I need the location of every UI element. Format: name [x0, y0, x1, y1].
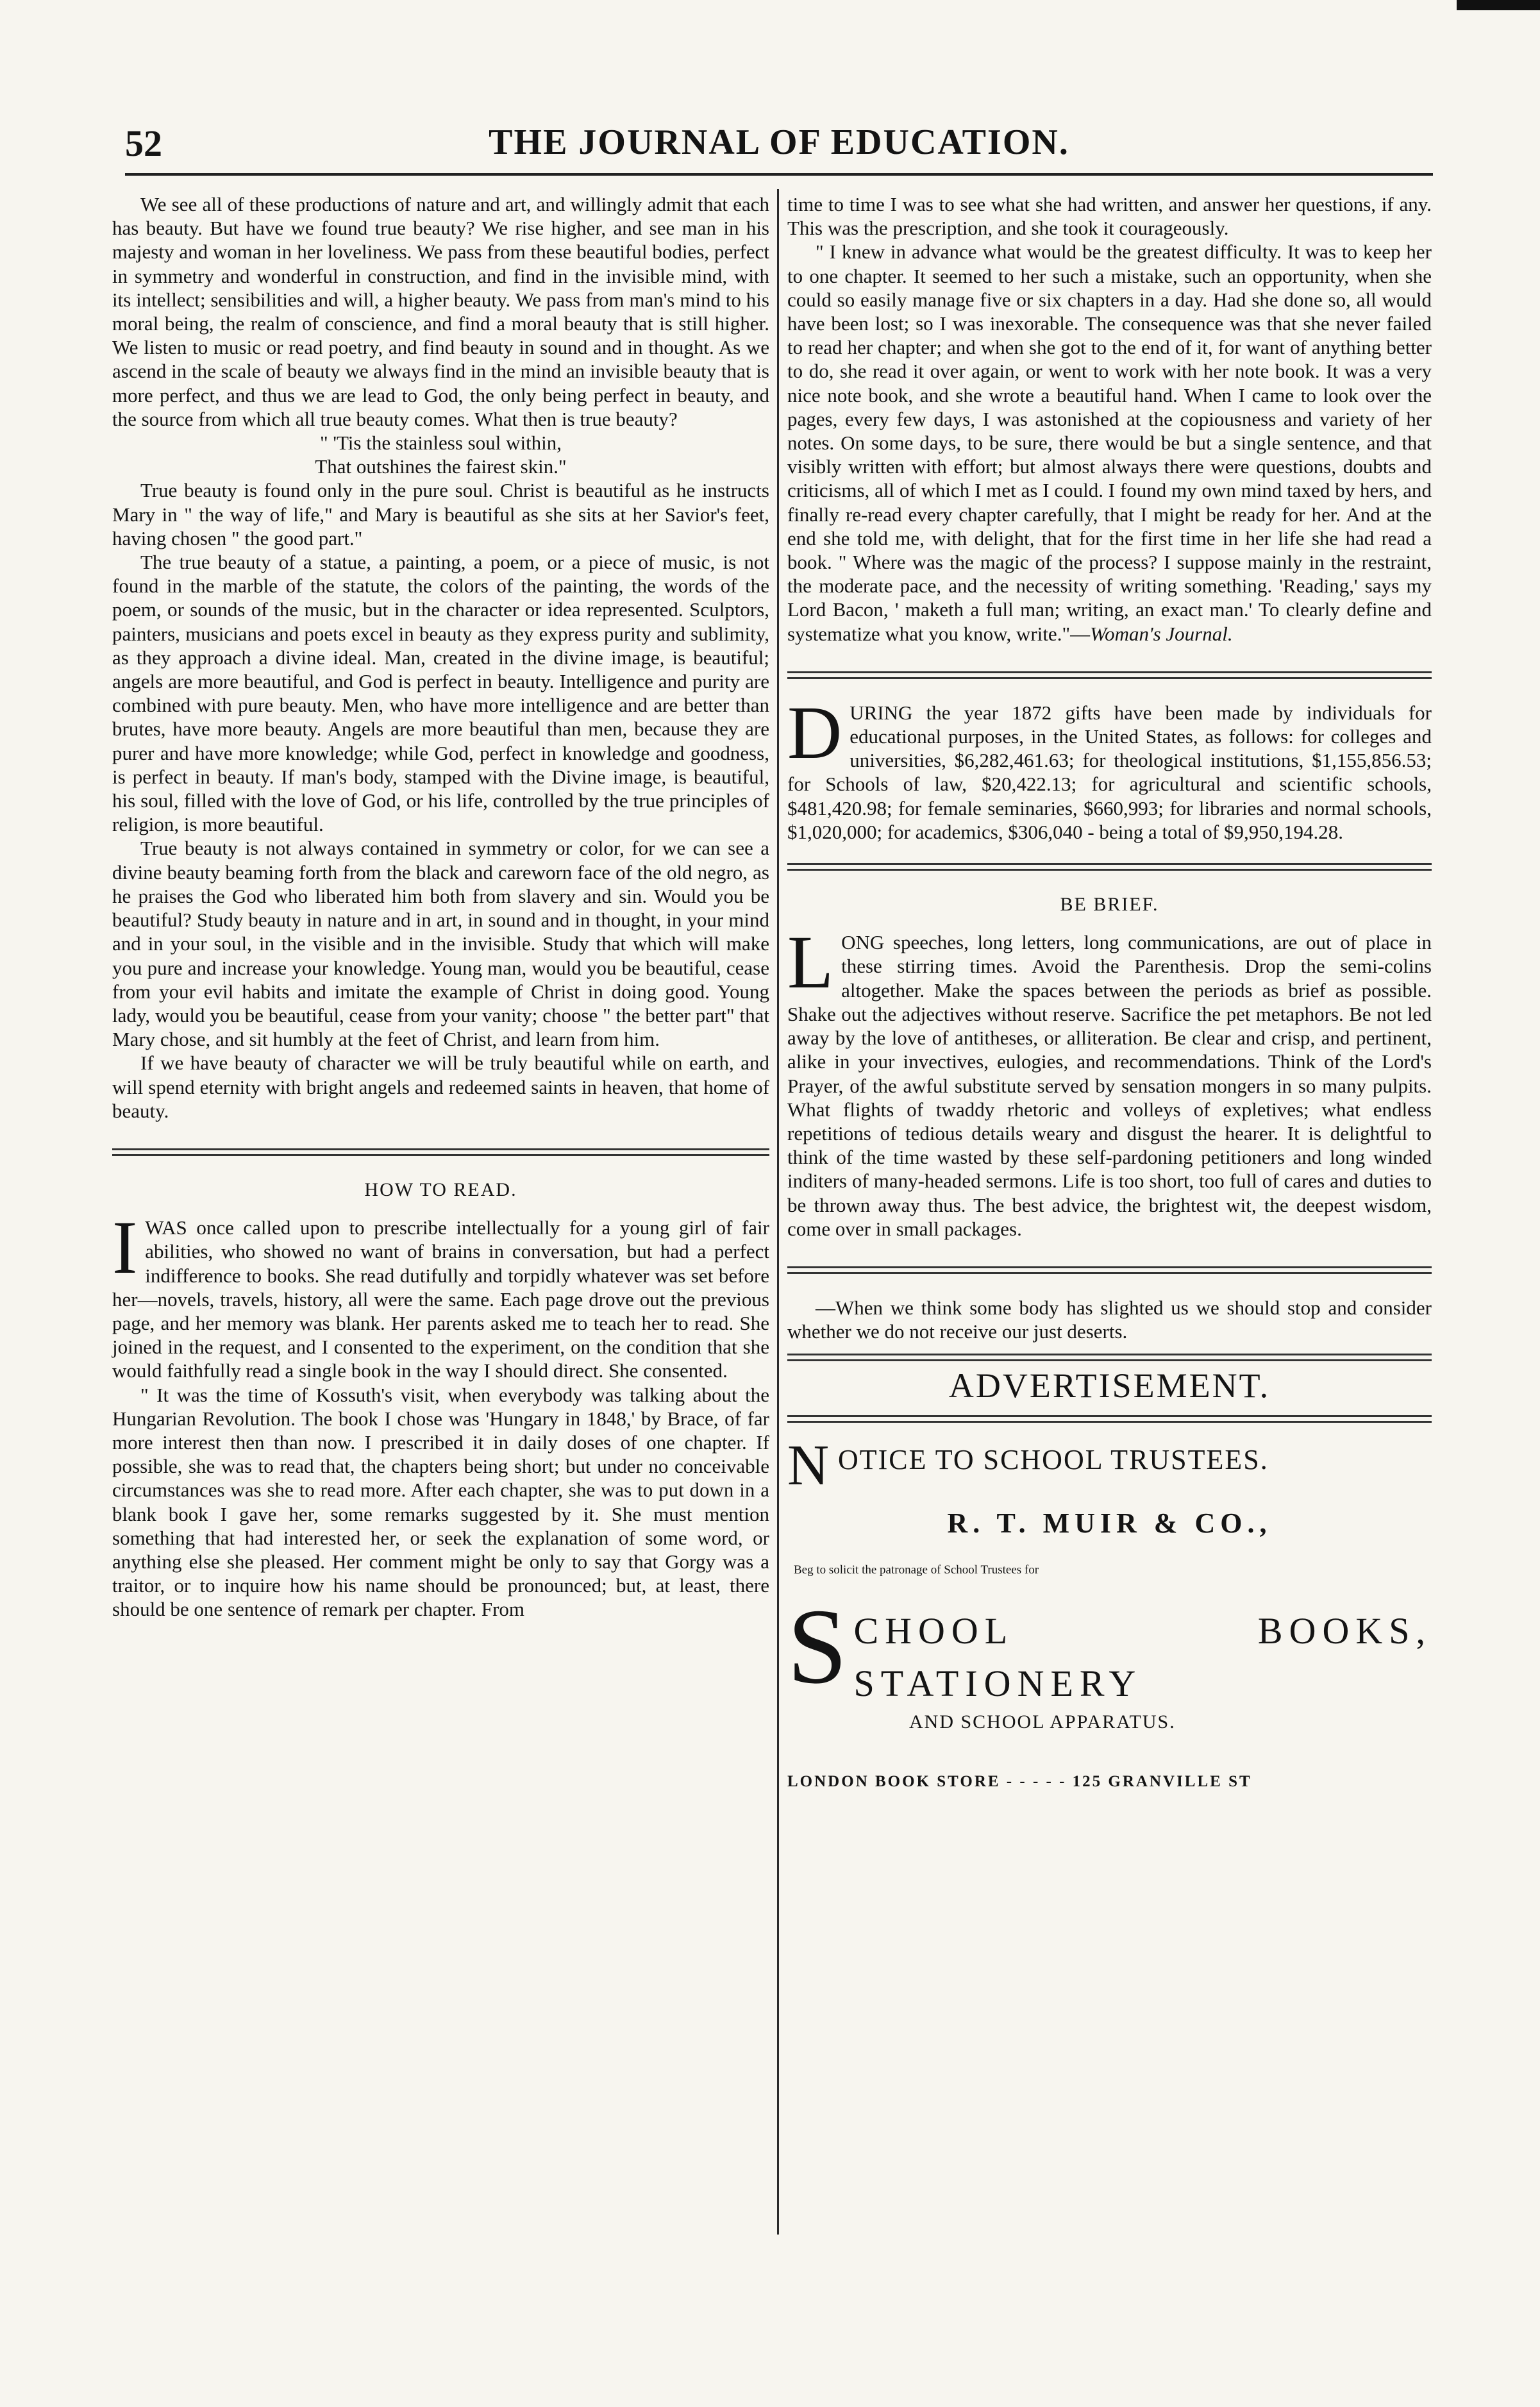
how-to-read-lead-text: WAS once called upon to prescribe intellectually for a young girl of fair abilities, who showed no want of brains in conversation, but had a perfect indifference to books. She read dutifully and torpidly whatever was set before her—novels, travels, history, all were the same. Each page drove out the previous page, and her memory was blank. Her parents asked me to teach her to read. She joined in the request, and I consented to the experiment, on the condition that she would faithfully read a single book in the way I should direct. She consented. [112, 1216, 769, 1382]
drop-cap: D [787, 690, 842, 775]
verse-line-2: That outshines the fairest skin." [315, 455, 567, 478]
be-brief-text: ONG speeches, long letters, long communications, are out of place in these stirring times. Avoid the Parenthesis. Drop the semi-colins altogether. Make the spaces between the periods as brief as possible. Shake out the adjectives without reserve. Sacrifice the pet metaphors. Be not led away by the love of antitheses, or alliteration. Be clear and crisp, and pertinent, alike in your invectives, eulogies, and recommendations. Think of the Lord's Prayer, of the awful substitute served by sensation mongers in so many pulpits. What flights of twaddy rhetoric and volleys of expletives; what endless repetitions of tedious details weary and disgust the hearer. It is delightful to think of the time wasted by these self-pardoning petitioners and long winded inditers of many-headed sermons. Life is too short, too full of cares and duties to be thrown away thus. The best advice, the brightest wit, the deepest wisdom, come over in small packages. [787, 931, 1432, 1240]
notice-text: OTICE TO SCHOOL TRUSTEES. [838, 1443, 1269, 1475]
page-header [125, 122, 1433, 168]
drop-cap: L [787, 920, 834, 1005]
deserts-paragraph: —When we think some body has slighted us we should stop and consider whether we do not receive our just deserts. [787, 1296, 1432, 1343]
beauty-paragraph: The true beauty of a statue, a painting, a poem, or a piece of music, is not found in the marble of the statute, the colors of the painting, the words of the poem, or sounds of the music, but in the character or idea represented. Sculptors, painters, musicians and poets excel in beauty as they express purity and sublimity, as they approach a divine ideal. Man, created in the divine image, is beautiful; angels are more beautiful, and God is perfect in beauty. Intelligence and purity are combined with pure beauty. Men, who have more intelligence and are better than brutes, have more beauty. Angels are more beautiful than men, because they are purer and have more knowledge; while God, perfect in knowledge and goodness, is perfect in beauty. If man's body, stamped with the Divine image, is beautiful, his soul, filled with the love of God, or his life, controlled by the true principles of religion, is more beautiful. [112, 551, 769, 836]
school-books-block [787, 1586, 1432, 1734]
firm-name: R. T. MUIR & CO., [947, 1507, 1272, 1539]
section-divider [787, 863, 1432, 871]
drop-cap: N [787, 1433, 830, 1497]
page-corner-mark [1457, 0, 1540, 10]
drop-cap: I [112, 1205, 138, 1290]
beauty-paragraph: True beauty is found only in the pure soul. Christ is beautiful as he instructs Mary in " the way of life," and Mary is beautiful as she sits at her Savior's feet, having chosen " the good part." [112, 479, 769, 549]
section-divider [787, 1354, 1432, 1361]
beauty-paragraph: If we have beauty of character we will be truly beautiful while on earth, and will spend eternity with bright angels and redeemed saints in heaven, that home of beauty. [112, 1052, 769, 1122]
beauty-paragraph: We see all of these productions of nature and art, and willingly admit that each has beauty. But have we found true beauty? We rise higher, and see man in his majesty and woman in her loveliness. We pass from these beautiful bodies, perfect in symmetry and wonderful in construction, and find in the invisible mind, with its intellect; sensibilities and will, a higher beauty. We pass from man's mind to his moral being, the realm of conscience, and find a moral beauty that is still higher. We listen to music or read poetry, and find beauty in sound and in thought. As we ascend in the scale of beauty we always find in the mind an invisible beauty that is more perfect, and thus we are lead to God, the only being perfect in beauty, and the source from which all true beauty comes. What then is true beauty? [112, 193, 769, 430]
how-to-read-heading: HOW TO READ. [364, 1178, 517, 1200]
right-column [787, 192, 1432, 1793]
beauty-paragraph: True beauty is not always contained in symmetry or color, for we can see a divine beauty beaming forth from the black and careworn face of the old negro, as he praises the God who liberated him both from slavery and sin. Would you be beautiful? Study beauty in nature and in art, in sound and in thought, in your mind and in your soul, in the visible and in the invisible. Study that which will make you pure and increase your knowledge. Young man, would you be beautiful, cease from your evil habits and imitate the example of Christ in doing good. Young lady, would you be beautiful, cease from your vanity; choose " the better part" that Mary chose, and sit humbly at the feet of Christ, and learn from him. [112, 837, 769, 1051]
source-credit: Woman's Journal. [1090, 622, 1233, 645]
section-divider [787, 671, 1432, 679]
left-column [112, 192, 769, 1622]
be-brief-heading: BE BRIEF. [1060, 894, 1159, 916]
notice-heading [787, 1433, 1432, 1497]
header-rule [125, 173, 1433, 176]
solicit-line: Beg to solicit the patronage of School Trustees for [794, 1563, 1039, 1577]
apparatus-line: AND SCHOOL APPARATUS. [909, 1711, 1176, 1732]
drop-cap: S [787, 1586, 848, 1706]
advertisement-heading: ADVERTISEMENT. [948, 1366, 1271, 1405]
how-to-read-paragraph: " It was the time of Kossuth's visit, when everybody was talking about the Hungarian Revolution. The book I chose was 'Hungary in 1848,' by Brace, of far more interest then than now. I prescribed it in daily doses of one chapter. If possible, she was to read that, the chapters being short; but under no conceivable circumstances was she to read more. After each chapter, she was to put down in a blank book I gave her, some remarks suggested by it. She must mention something that had interested her, or seek the explanation of some word, or anything else she pleased. Her comment might be only to say that Gorgy was a traitor, or to inquire how his name should be pronounced; but, at least, there should be one sentence of remark per chapter. From [112, 1383, 769, 1621]
section-divider [787, 1415, 1432, 1423]
gifts-text: URING the year 1872 gifts have been made by individuals for educational purposes, in the United States, as follows: for colleges and universities, $6,282,461.63; for theological institutions, $1,155,856.53; for Schools of law, $20,422.13; for agricultural and scientific schools, $481,420.98; for female seminaries, $660,993; for libraries and normal schools, $1,020,000; for academics, $306,040 - being a total of $9,950,194.28. [787, 701, 1432, 843]
section-divider [787, 1266, 1432, 1274]
page-number: 52 [125, 122, 162, 164]
be-brief-paragraph [787, 920, 1432, 1241]
store-line: LONDON BOOK STORE - - - - - 125 GRANVILLE ST [787, 1773, 1252, 1791]
gifts-paragraph [787, 690, 1432, 844]
school-books-line: CHOOL BOOKS, STATIONERY [853, 1609, 1432, 1704]
journal-title: THE JOURNAL OF EDUCATION. [489, 122, 1069, 162]
verse-line-1: " 'Tis the stainless soul within, [319, 432, 562, 455]
how-to-read-lead [112, 1205, 769, 1382]
column-divider [777, 189, 779, 2235]
how-to-read-text: " I knew in advance what would be the greatest difficulty. It was to keep her to one chapter. It seemed to her such a mistake, such an opportunity, when she could so easily manage five or six chapters in a day. Had she done so, all would have been lost; so I was inexorable. The consequence was that she never failed to read her chapter; and when she got to the end of it, for want of anything better to do, she read it over again, or went to work with her note book. It was a very nice note book, and she wrote a beautiful hand. When I came to look over the pages, every few days, I was astonished at the copiousness and variety of her notes. On some days, to be sure, there would be but a single sentence, and that visibly written with effort; but almost always there were questions, doubts and criticisms, all of which I met as I could. I found my own mind taxed by hers, and finally re-read every chapter carefully, that I might be ready for her. And at the end she told me, with delight, that for the first time in her life she had read a book. " Where was the magic of the process? I suppose mainly in the restraint, the moderate pace, and the necessity of writing something. 'Reading,' says my Lord Bacon, ' maketh a full man; writing, an exact man.' To clearly define and systematize what you know, write."— [787, 240, 1432, 645]
section-divider [112, 1148, 769, 1156]
how-to-read-paragraph [787, 240, 1432, 645]
how-to-read-continuation: time to time I was to see what she had written, and answer her questions, if any. This was the prescription, and she took it courageously. [787, 193, 1432, 240]
